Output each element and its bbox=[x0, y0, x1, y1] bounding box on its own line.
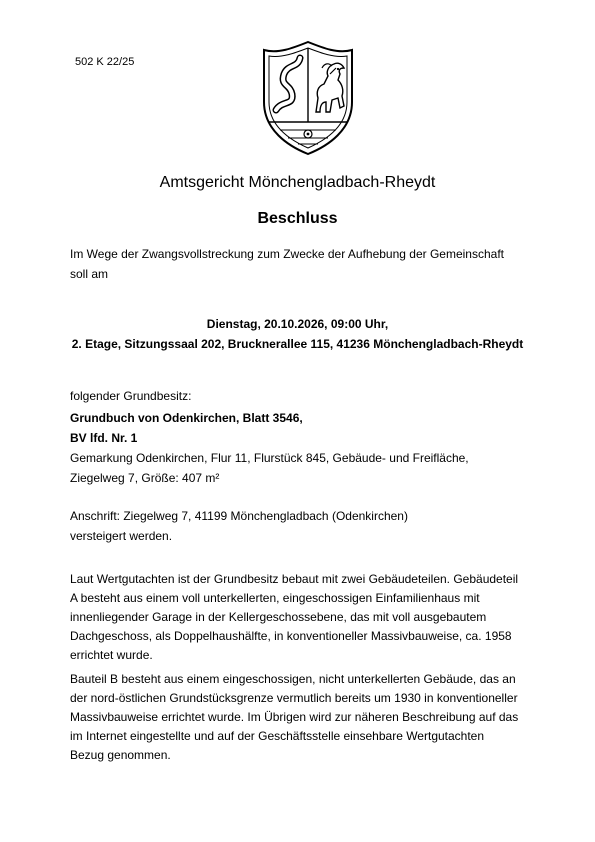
property-intro: folgender Grundbesitz: bbox=[70, 389, 192, 403]
bv-entry: BV lfd. Nr. 1 bbox=[70, 431, 138, 445]
intro-line-1: Im Wege der Zwangsvollstreckung zum Zwecke der Aufhebung der Gemeinschaft bbox=[70, 247, 504, 261]
auction-schedule bbox=[0, 314, 595, 354]
case-reference: 502 K 22/25 bbox=[75, 56, 135, 68]
coat-of-arms-icon bbox=[258, 40, 358, 156]
court-name: Amtsgericht Mönchengladbach-Rheydt bbox=[159, 174, 436, 191]
gemarkung-entry: Gemarkung Odenkirchen, Flur 11, Flurstück 845, Gebäude- und Freifläche, bbox=[70, 451, 469, 465]
paragraph-line: A besteht aus einem voll unterkellerten, eingeschossigen Einfamilienhaus mit bbox=[70, 591, 480, 605]
property-address: Anschrift: Ziegelweg 7, 41199 Mönchengladbach (Odenkirchen) bbox=[70, 509, 408, 523]
paragraph-line: Bezug genommen. bbox=[70, 748, 171, 762]
paragraph-line: innenliegender Garage in der Kellergeschossebene, das mit voll ausgebautem bbox=[70, 610, 487, 624]
grundbuch-entry: Grundbuch von Odenkirchen, Blatt 3546, bbox=[70, 411, 303, 425]
appraisal-paragraph-b bbox=[70, 670, 540, 765]
auction-location: 2. Etage, Sitzungssaal 202, Brucknerallee 115, 41236 Mönchengladbach-Rheydt bbox=[71, 337, 524, 351]
paragraph-line: Bauteil B besteht aus einem eingeschossigen, nicht unterkellerten Gebäude, das an bbox=[70, 672, 516, 686]
intro-text bbox=[70, 244, 540, 284]
document-title: Beschluss bbox=[257, 210, 338, 227]
paragraph-line: errichtet wurde. bbox=[70, 648, 153, 662]
paragraph-line: im Internet eingestellte und auf der Geschäftsstelle einsehbare Wertgutachten bbox=[70, 729, 485, 743]
paragraph-line: Laut Wertgutachten ist der Grundbesitz bebaut mit zwei Gebäudeteilen. Gebäudeteil bbox=[70, 572, 519, 586]
paragraph-line: der nord-östlichen Grundstücksgrenze vermutlich bereits um 1930 in konventioneller bbox=[70, 691, 518, 705]
paragraph-line: Massivbauweise errichtet wurde. Im Übrigen wird zur näheren Beschreibung auf das bbox=[70, 710, 519, 724]
intro-line-2: soll am bbox=[70, 267, 109, 281]
size-entry: Ziegelweg 7, Größe: 407 m² bbox=[70, 471, 220, 485]
address-block bbox=[70, 506, 540, 546]
property-description bbox=[70, 386, 540, 488]
auction-date: Dienstag, 20.10.2026, 09:00 Uhr, bbox=[206, 317, 389, 331]
auction-statement: versteigert werden. bbox=[70, 529, 173, 543]
appraisal-paragraph-a bbox=[70, 570, 540, 665]
paragraph-line: Dachgeschoss, als Doppelhaushälfte, in konventioneller Massivbauweise, ca. 1958 bbox=[70, 629, 512, 643]
